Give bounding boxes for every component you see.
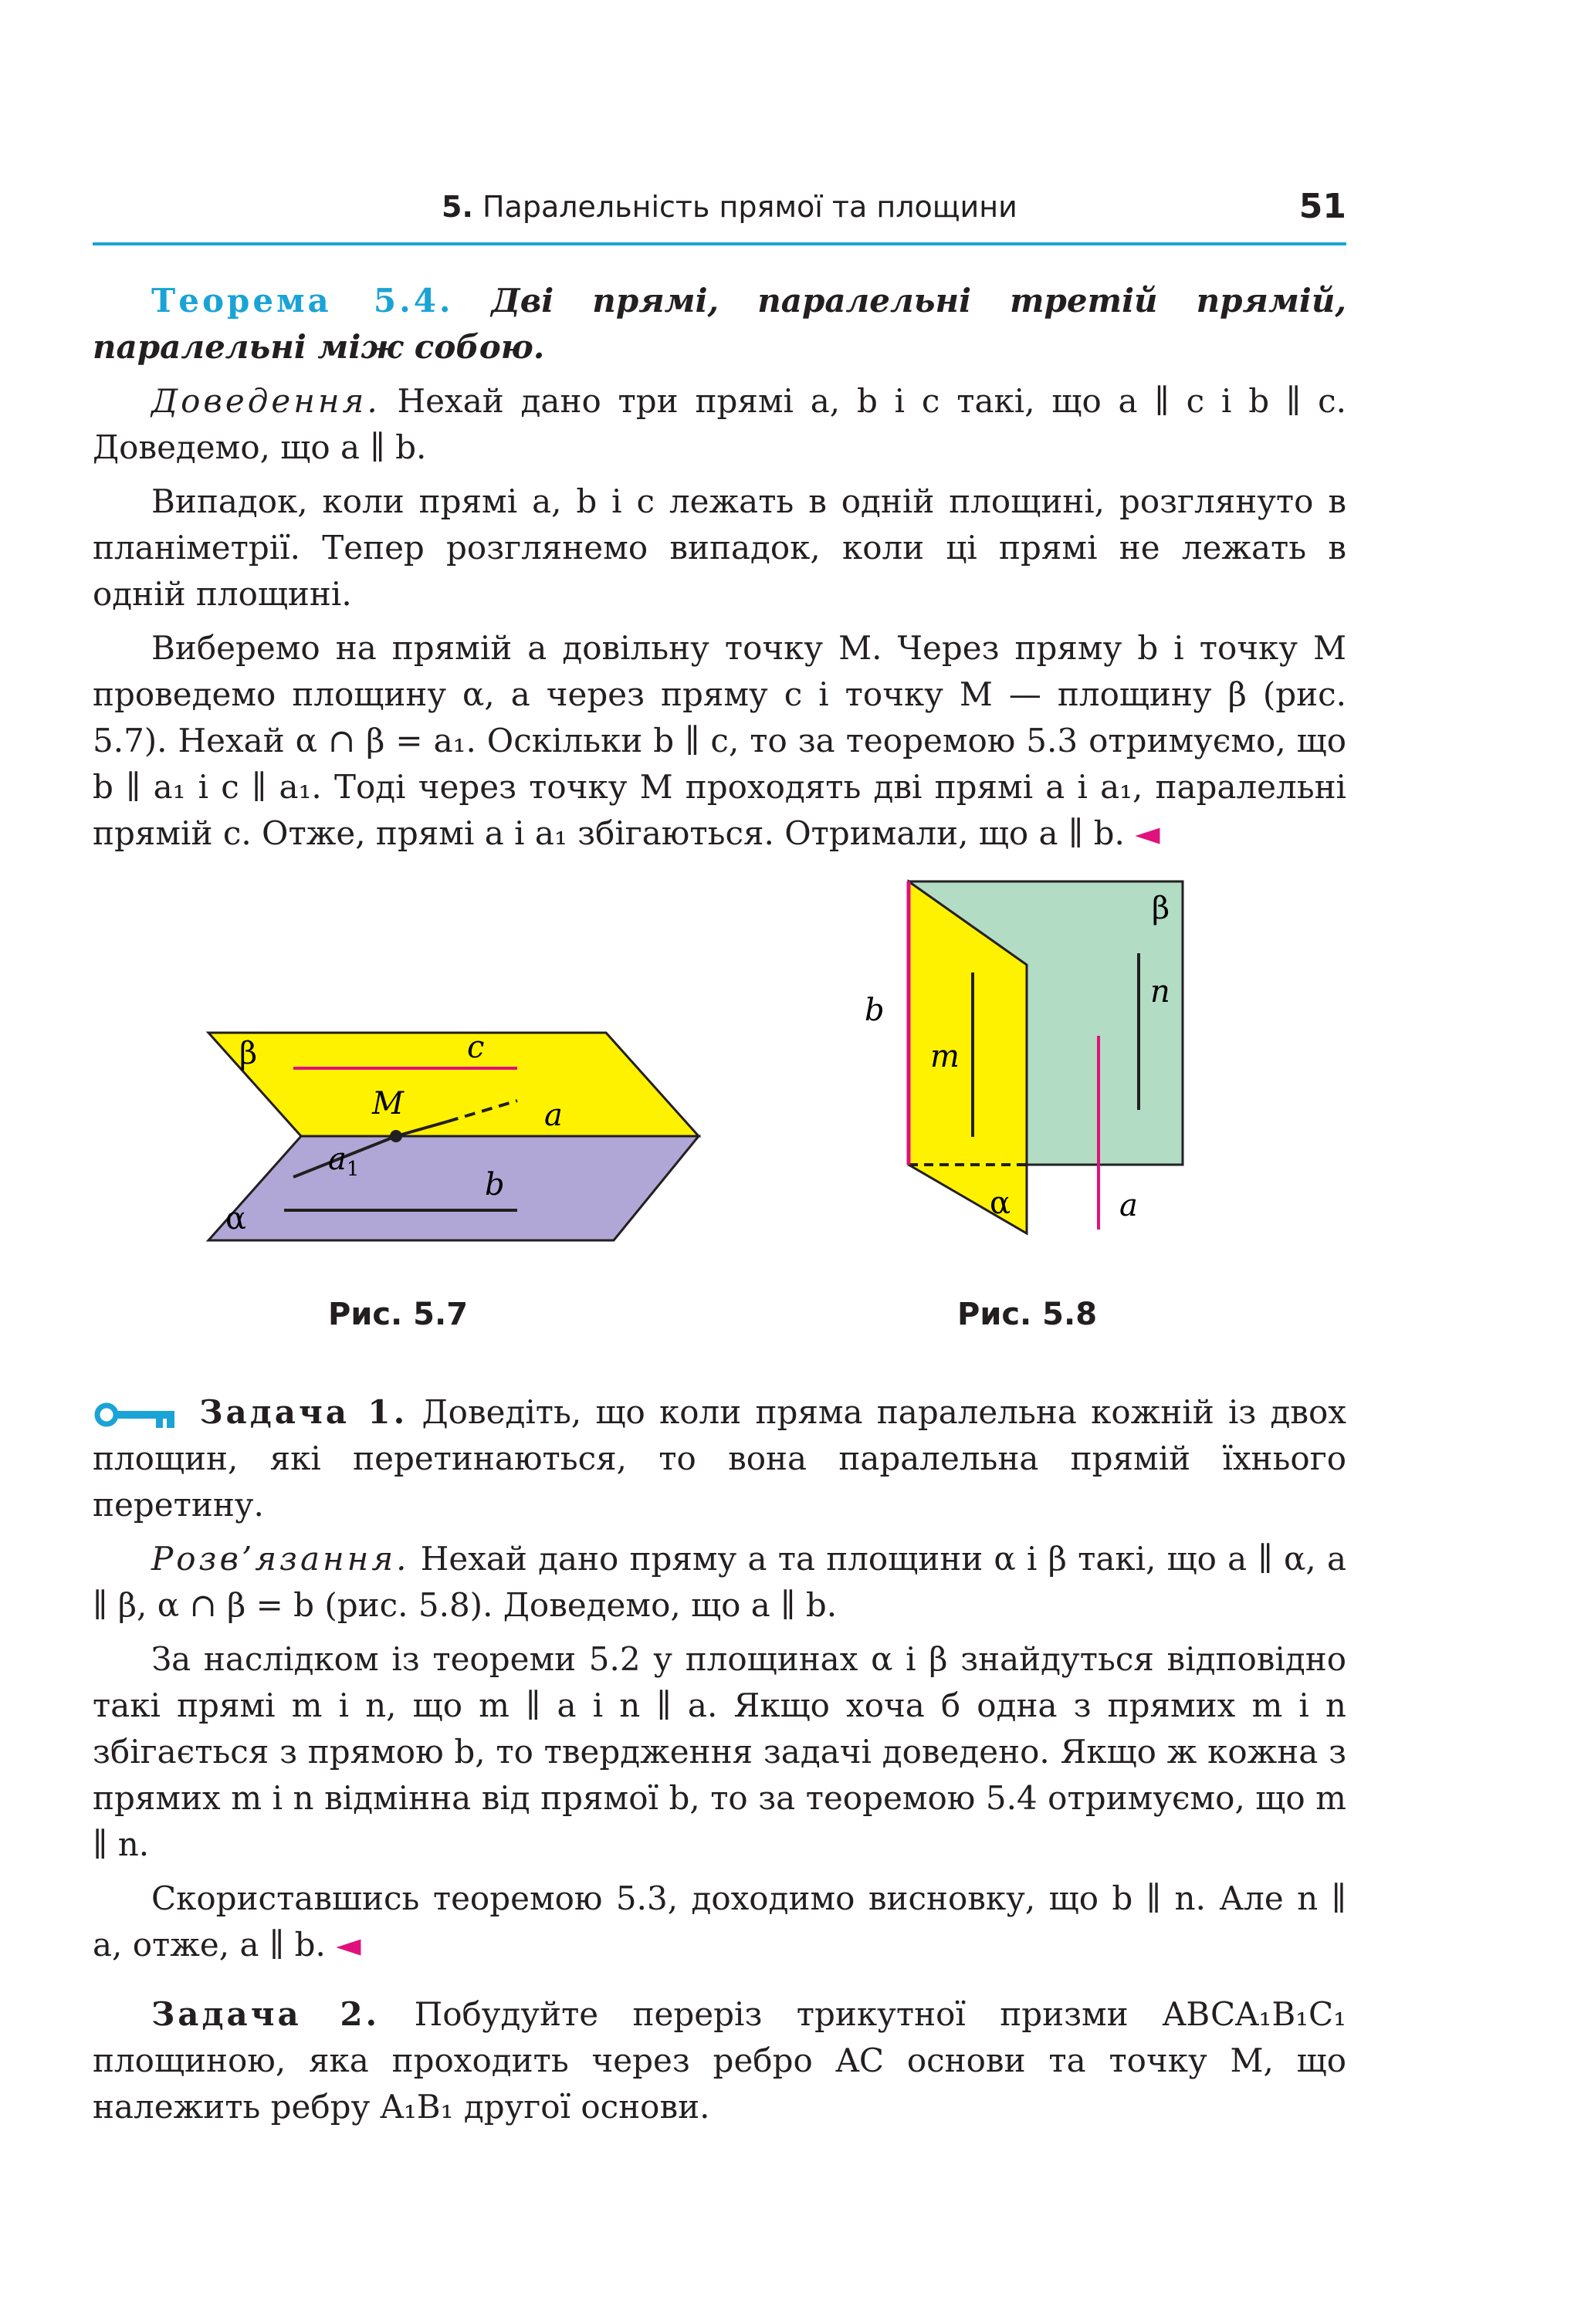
label-b-58: b bbox=[865, 993, 885, 1028]
label-m-58: m bbox=[930, 1039, 960, 1074]
proof-lead: Доведення. bbox=[151, 382, 381, 420]
plane-alpha bbox=[208, 1136, 699, 1240]
task-1-text: Доведіть, що коли пряма паралельна кожній із двох площин, які перетинаються, то вона паралельна прямій їхнього перетину. bbox=[93, 1393, 1346, 1524]
solution-lead: Розв’язання. bbox=[151, 1540, 410, 1578]
task-1-statement bbox=[93, 1389, 1346, 1528]
figure-5-8 bbox=[865, 864, 1297, 1297]
figure-5-7 bbox=[193, 864, 710, 1297]
page-content bbox=[93, 278, 1346, 2138]
label-beta-57: β bbox=[239, 1036, 258, 1071]
end-of-proof-marker: ◄ bbox=[1135, 814, 1160, 852]
figure-5-7-caption: Рис. 5.7 bbox=[328, 1297, 469, 1332]
proof-text-3: Виберемо на прямій a довільну точку M. Через пряму b і точку M проведемо площину α, а через пряму c і точку M — площину β (рис. 5.7). Нехай α ∩ β = a₁. Оскільки b ∥ c, то за теоремою 5.3 отримуємо, що b ∥ a₁ і c ∥ a₁. Тоді через точку M проходять дві прямі a і a₁, паралельні прямій c. Отже, прямі a і a₁ збігаються. Отримали, що a ∥ b. bbox=[93, 629, 1346, 852]
solution-text-3: Скориставшись теоремою 5.3, доходимо висновку, що b ∥ n. Але n ∥ a, отже, a ∥ b. bbox=[93, 1879, 1346, 1964]
label-a-57: a bbox=[544, 1098, 563, 1133]
label-a1-57: $a_1$ bbox=[328, 1142, 360, 1181]
label-beta-58: β bbox=[1152, 891, 1170, 926]
solution-paragraph-1 bbox=[93, 1536, 1346, 1629]
task-1-lead: Задача 1. bbox=[199, 1393, 408, 1431]
label-a-58: a bbox=[1119, 1188, 1138, 1223]
label-b-57: b bbox=[485, 1167, 505, 1203]
theorem-lead: Теорема 5.4. bbox=[151, 282, 454, 320]
label-c-57: c bbox=[467, 1030, 485, 1065]
solution-paragraph-3 bbox=[93, 1876, 1346, 1968]
page-header bbox=[93, 184, 1346, 245]
key-icon bbox=[93, 1401, 178, 1429]
label-n-58: n bbox=[1150, 974, 1170, 1010]
figure-5-8-caption: Рис. 5.8 bbox=[957, 1297, 1098, 1332]
section-number: 5. bbox=[442, 190, 473, 224]
section-title bbox=[442, 190, 1017, 224]
proof-text-1: Нехай дано три прямі a, b і c такі, що a ∥ c і b ∥ c. Доведемо, що a ∥ b. bbox=[93, 382, 1346, 466]
point-m bbox=[390, 1130, 402, 1142]
solution-paragraph-2: За наслідком із теореми 5.2 у площинах α і β знайдуться відповідно такі прямі m і n, що m ∥ a і n ∥ a. Якщо хоча б одна з прямих m і n збігається з прямою b, то твердження задачі доведено. Якщо ж кожна з прямих m і n відмінна від прямої b, то за теоремою 5.4 отримуємо, що m ∥ n. bbox=[93, 1640, 1346, 1863]
section-name: Паралельність прямої та площини bbox=[482, 190, 1017, 224]
task-2-statement bbox=[93, 1991, 1346, 2130]
task-2-text: Побудуйте переріз трикутної призми ABCA₁B₁C₁ площиною, яка проходить через ребро AC основи та точку M, що належить ребру A₁B₁ другої основи. bbox=[93, 1995, 1346, 2126]
page-number: 51 bbox=[1298, 187, 1346, 226]
task-2-lead: Задача 2. bbox=[151, 1995, 381, 2033]
label-m-57: M bbox=[372, 1086, 404, 1121]
theorem-statement: Дві прямі, паралельні третій прямій, паралельні між собою. bbox=[93, 282, 1347, 366]
theorem bbox=[93, 278, 1346, 370]
figures-row bbox=[93, 864, 1346, 1358]
solution-text-1: Нехай дано пряму a та площини α і β такі, що a ∥ α, a ∥ β, α ∩ β = b (рис. 5.8). Доведемо, що a ∥ b. bbox=[93, 1540, 1346, 1624]
proof-paragraph-2: Випадок, коли прямі a, b і c лежать в одній площині, розглянуто в планіметрії. Тепер розглянемо випадок, коли ці прямі не лежать в одній площині. bbox=[93, 482, 1346, 613]
end-of-solution-marker: ◄ bbox=[336, 1926, 361, 1964]
label-alpha-58: α bbox=[990, 1186, 1011, 1221]
label-alpha-57: α bbox=[225, 1201, 247, 1236]
proof-paragraph-1 bbox=[93, 378, 1346, 471]
proof-paragraph-3 bbox=[93, 625, 1346, 857]
